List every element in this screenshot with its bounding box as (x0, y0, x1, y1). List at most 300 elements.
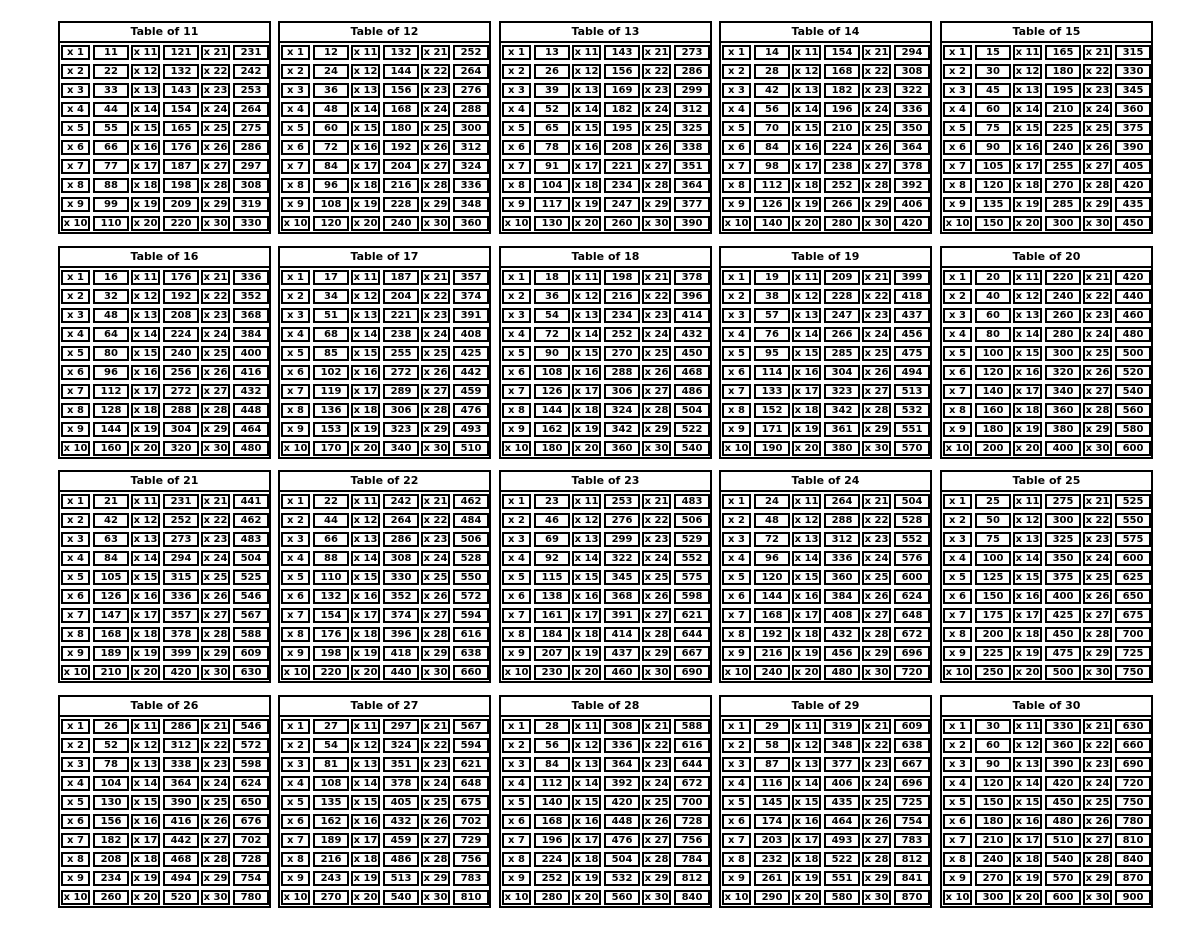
product-cell: 15 (975, 45, 1011, 60)
multiplier-cell: x 15 (351, 346, 380, 361)
multiplier-cell: x 16 (351, 814, 380, 829)
multiplier-cell: x 21 (421, 270, 450, 285)
product-cell: 476 (604, 833, 640, 848)
product-cell: 486 (383, 852, 419, 867)
multiplier-cell: x 16 (131, 814, 160, 829)
times-table-21 (58, 470, 271, 683)
multiplier-cell: x 1 (502, 45, 531, 60)
product-cell: 550 (453, 570, 489, 585)
product-cell: 100 (975, 551, 1011, 566)
times-table-29 (719, 695, 932, 908)
multiplier-cell: x 4 (502, 102, 531, 117)
multiplier-cell: x 29 (421, 871, 450, 886)
multiplier-cell: x 5 (281, 121, 310, 136)
product-cell: 504 (894, 494, 930, 509)
product-cell: 384 (233, 327, 269, 342)
product-cell: 396 (674, 289, 710, 304)
multiplier-cell: x 28 (642, 178, 671, 193)
times-table-17 (278, 246, 491, 459)
multiplier-cell: x 6 (61, 365, 90, 380)
product-cell: 147 (93, 608, 129, 623)
product-cell: 420 (604, 795, 640, 810)
multiplier-cell: x 8 (61, 178, 90, 193)
multiplier-cell: x 9 (722, 871, 751, 886)
multiplier-cell: x 10 (281, 665, 310, 680)
multiplier-cell: x 21 (862, 270, 891, 285)
product-cell: 39 (534, 83, 570, 98)
product-cell: 594 (453, 738, 489, 753)
multiplier-cell: x 14 (351, 776, 380, 791)
product-cell: 345 (1115, 83, 1151, 98)
product-cell: 224 (163, 327, 199, 342)
multiplier-cell: x 28 (201, 403, 230, 418)
product-cell: 275 (1045, 494, 1081, 509)
product-cell: 11 (93, 45, 129, 60)
product-cell: 156 (383, 83, 419, 98)
multiplier-cell: x 6 (722, 589, 751, 604)
product-cell: 308 (233, 178, 269, 193)
product-cell: 351 (383, 757, 419, 772)
product-cell: 728 (674, 814, 710, 829)
multiplier-cell: x 29 (642, 422, 671, 437)
product-cell: 34 (313, 289, 349, 304)
multiplier-cell: x 23 (421, 757, 450, 772)
table-title: Table of 21 (60, 472, 269, 492)
product-cell: 540 (383, 890, 419, 905)
multiplier-cell: x 22 (421, 289, 450, 304)
product-cell: 192 (383, 140, 419, 155)
product-cell: 667 (674, 646, 710, 661)
multiplier-cell: x 13 (572, 757, 601, 772)
product-cell: 231 (163, 494, 199, 509)
product-cell: 66 (313, 532, 349, 547)
product-cell: 494 (163, 871, 199, 886)
product-cell: 357 (163, 608, 199, 623)
product-cell: 261 (754, 871, 790, 886)
multiplier-cell: x 2 (943, 289, 972, 304)
multiplier-cell: x 18 (131, 852, 160, 867)
product-cell: 286 (233, 140, 269, 155)
product-cell: 756 (453, 852, 489, 867)
multiplier-cell: x 27 (201, 384, 230, 399)
product-cell: 648 (453, 776, 489, 791)
product-cell: 384 (824, 589, 860, 604)
product-cell: 750 (1115, 665, 1151, 680)
product-cell: 750 (1115, 795, 1151, 810)
product-cell: 65 (534, 121, 570, 136)
multiplier-cell: x 7 (943, 159, 972, 174)
product-cell: 319 (233, 197, 269, 212)
times-table-26 (58, 695, 271, 908)
multiplier-cell: x 13 (351, 532, 380, 547)
product-cell: 87 (754, 757, 790, 772)
product-cell: 299 (604, 532, 640, 547)
multiplier-cell: x 18 (1013, 178, 1042, 193)
product-cell: 216 (383, 178, 419, 193)
multiplier-cell: x 27 (862, 608, 891, 623)
multiplier-cell: x 10 (943, 216, 972, 231)
multiplier-cell: x 14 (1013, 327, 1042, 342)
product-cell: 160 (93, 441, 129, 456)
product-cell: 54 (313, 738, 349, 753)
multiplier-cell: x 29 (1083, 422, 1112, 437)
product-cell: 84 (313, 159, 349, 174)
multiplier-cell: x 15 (572, 570, 601, 585)
product-cell: 169 (604, 83, 640, 98)
multiplier-cell: x 20 (792, 890, 821, 905)
multiplier-cell: x 6 (722, 140, 751, 155)
times-table-30 (940, 695, 1153, 908)
product-cell: 220 (1045, 270, 1081, 285)
multiplier-cell: x 17 (572, 833, 601, 848)
product-cell: 120 (313, 216, 349, 231)
product-cell: 660 (1115, 738, 1151, 753)
multiplier-cell: x 4 (722, 551, 751, 566)
multiplier-cell: x 8 (61, 627, 90, 642)
multiplier-cell: x 16 (572, 365, 601, 380)
product-cell: 26 (93, 719, 129, 734)
multiplier-cell: x 14 (792, 776, 821, 791)
product-cell: 130 (534, 216, 570, 231)
product-cell: 390 (1115, 140, 1151, 155)
product-cell: 25 (975, 494, 1011, 509)
multiplier-cell: x 25 (642, 570, 671, 585)
product-cell: 442 (453, 365, 489, 380)
product-cell: 408 (824, 608, 860, 623)
product-cell: 300 (1045, 216, 1081, 231)
multiplier-cell: x 26 (201, 365, 230, 380)
product-cell: 784 (674, 852, 710, 867)
multiplier-cell: x 3 (943, 308, 972, 323)
product-cell: 546 (233, 719, 269, 734)
multiplier-cell: x 26 (421, 140, 450, 155)
product-cell: 551 (824, 871, 860, 886)
multiplier-cell: x 26 (421, 365, 450, 380)
multiplier-cell: x 3 (722, 532, 751, 547)
multiplier-cell: x 22 (421, 64, 450, 79)
product-cell: 184 (534, 627, 570, 642)
multiplier-cell: x 9 (281, 646, 310, 661)
multiplier-cell: x 1 (502, 719, 531, 734)
multiplier-cell: x 12 (572, 289, 601, 304)
product-cell: 418 (894, 289, 930, 304)
multiplier-cell: x 22 (1083, 289, 1112, 304)
multiplier-cell: x 15 (1013, 795, 1042, 810)
multiplier-cell: x 17 (572, 608, 601, 623)
product-cell: 576 (894, 551, 930, 566)
multiplier-cell: x 15 (351, 795, 380, 810)
multiplier-cell: x 20 (572, 216, 601, 231)
product-cell: 812 (894, 852, 930, 867)
product-cell: 405 (1115, 159, 1151, 174)
product-cell: 285 (824, 346, 860, 361)
product-cell: 150 (975, 589, 1011, 604)
product-cell: 120 (975, 365, 1011, 380)
multiplier-cell: x 26 (642, 589, 671, 604)
product-cell: 840 (1115, 852, 1151, 867)
multiplier-cell: x 28 (421, 403, 450, 418)
product-cell: 76 (754, 327, 790, 342)
product-cell: 90 (975, 140, 1011, 155)
multiplier-cell: x 21 (1083, 719, 1112, 734)
product-cell: 480 (1045, 814, 1081, 829)
multiplier-cell: x 8 (722, 627, 751, 642)
multiplier-cell: x 27 (1083, 159, 1112, 174)
times-table-22 (278, 470, 491, 683)
multiplier-cell: x 7 (722, 608, 751, 623)
product-cell: 165 (1045, 45, 1081, 60)
product-cell: 357 (453, 270, 489, 285)
multiplier-cell: x 17 (131, 384, 160, 399)
product-cell: 252 (453, 45, 489, 60)
product-cell: 552 (674, 551, 710, 566)
product-cell: 189 (93, 646, 129, 661)
multiplier-cell: x 6 (281, 365, 310, 380)
multiplier-cell: x 21 (421, 45, 450, 60)
product-cell: 728 (233, 852, 269, 867)
multiplier-cell: x 17 (351, 159, 380, 174)
multiplier-cell: x 17 (351, 608, 380, 623)
product-cell: 440 (383, 665, 419, 680)
multiplier-cell: x 26 (1083, 140, 1112, 155)
product-cell: 450 (1045, 627, 1081, 642)
multiplier-cell: x 29 (201, 422, 230, 437)
product-cell: 52 (534, 102, 570, 117)
product-cell: 69 (534, 532, 570, 547)
multiplier-cell: x 19 (792, 646, 821, 661)
multiplier-cell: x 20 (131, 665, 160, 680)
product-cell: 399 (163, 646, 199, 661)
product-cell: 260 (1045, 308, 1081, 323)
product-cell: 112 (534, 776, 570, 791)
product-cell: 84 (93, 551, 129, 566)
product-cell: 378 (894, 159, 930, 174)
product-cell: 525 (233, 570, 269, 585)
multiplier-cell: x 7 (502, 384, 531, 399)
product-cell: 672 (674, 776, 710, 791)
multiplier-cell: x 29 (421, 646, 450, 661)
multiplier-cell: x 8 (943, 852, 972, 867)
multiplier-cell: x 23 (642, 757, 671, 772)
multiplier-cell: x 27 (642, 384, 671, 399)
multiplier-cell: x 19 (792, 422, 821, 437)
product-cell: 180 (975, 422, 1011, 437)
multiplier-cell: x 24 (421, 551, 450, 566)
multiplier-cell: x 13 (572, 308, 601, 323)
multiplier-cell: x 19 (572, 646, 601, 661)
multiplier-cell: x 20 (1013, 441, 1042, 456)
multiplier-cell: x 28 (201, 178, 230, 193)
product-cell: 117 (534, 197, 570, 212)
product-cell: 126 (93, 589, 129, 604)
product-cell: 594 (453, 608, 489, 623)
multiplier-cell: x 9 (502, 646, 531, 661)
multiplier-cell: x 30 (642, 890, 671, 905)
product-cell: 253 (604, 494, 640, 509)
product-cell: 432 (824, 627, 860, 642)
multiplier-cell: x 11 (131, 494, 160, 509)
multiplier-cell: x 14 (131, 776, 160, 791)
product-cell: 210 (93, 665, 129, 680)
multiplier-cell: x 27 (421, 833, 450, 848)
multiplier-cell: x 14 (792, 102, 821, 117)
multiplier-cell: x 6 (722, 365, 751, 380)
product-cell: 240 (975, 852, 1011, 867)
multiplier-cell: x 19 (131, 871, 160, 886)
multiplier-cell: x 22 (642, 513, 671, 528)
product-cell: 400 (1045, 589, 1081, 604)
multiplier-cell: x 22 (862, 289, 891, 304)
product-cell: 88 (93, 178, 129, 193)
product-cell: 406 (894, 197, 930, 212)
multiplier-cell: x 10 (502, 216, 531, 231)
multiplier-cell: x 25 (1083, 346, 1112, 361)
multiplier-cell: x 19 (1013, 422, 1042, 437)
multiplier-cell: x 7 (281, 159, 310, 174)
product-cell: 23 (534, 494, 570, 509)
multiplier-cell: x 11 (1013, 45, 1042, 60)
product-cell: 162 (313, 814, 349, 829)
multiplier-cell: x 18 (572, 178, 601, 193)
multiplier-cell: x 21 (201, 45, 230, 60)
product-cell: 500 (1045, 665, 1081, 680)
product-cell: 132 (163, 64, 199, 79)
multiplier-cell: x 4 (943, 551, 972, 566)
multiplier-cell: x 30 (862, 441, 891, 456)
product-cell: 85 (313, 346, 349, 361)
multiplier-cell: x 7 (61, 159, 90, 174)
multiplier-cell: x 4 (281, 551, 310, 566)
product-cell: 198 (313, 646, 349, 661)
multiplier-cell: x 3 (722, 83, 751, 98)
product-cell: 64 (93, 327, 129, 342)
product-cell: 621 (674, 608, 710, 623)
multiplier-cell: x 8 (281, 627, 310, 642)
product-cell: 598 (674, 589, 710, 604)
multiplier-cell: x 3 (943, 83, 972, 98)
product-cell: 442 (163, 833, 199, 848)
multiplier-cell: x 12 (131, 64, 160, 79)
product-cell: 112 (754, 178, 790, 193)
multiplier-cell: x 12 (131, 289, 160, 304)
product-cell: 171 (754, 422, 790, 437)
product-cell: 72 (534, 327, 570, 342)
product-cell: 264 (824, 494, 860, 509)
multiplier-cell: x 23 (1083, 532, 1112, 547)
multiplier-cell: x 13 (131, 532, 160, 547)
multiplier-cell: x 17 (131, 833, 160, 848)
multiplier-cell: x 27 (201, 833, 230, 848)
product-cell: 120 (975, 178, 1011, 193)
multiplier-cell: x 29 (201, 197, 230, 212)
multiplier-cell: x 7 (61, 384, 90, 399)
multiplier-cell: x 10 (943, 441, 972, 456)
multiplier-cell: x 29 (642, 197, 671, 212)
multiplier-cell: x 1 (61, 270, 90, 285)
multiplier-cell: x 3 (281, 83, 310, 98)
product-cell: 580 (824, 890, 860, 905)
product-cell: 476 (453, 403, 489, 418)
multiplier-cell: x 10 (722, 216, 751, 231)
product-cell: 176 (163, 270, 199, 285)
product-cell: 700 (674, 795, 710, 810)
multiplier-cell: x 25 (201, 346, 230, 361)
multiplier-cell: x 20 (131, 441, 160, 456)
multiplier-cell: x 27 (201, 608, 230, 623)
multiplier-cell: x 3 (722, 757, 751, 772)
multiplier-cell: x 2 (722, 738, 751, 753)
product-cell: 240 (163, 346, 199, 361)
product-cell: 154 (824, 45, 860, 60)
product-cell: 432 (674, 327, 710, 342)
table-title: Table of 11 (60, 23, 269, 43)
product-cell: 210 (824, 121, 860, 136)
product-cell: 247 (824, 308, 860, 323)
product-cell: 630 (1115, 719, 1151, 734)
product-cell: 75 (975, 121, 1011, 136)
multiplier-cell: x 1 (502, 270, 531, 285)
product-cell: 150 (975, 795, 1011, 810)
multiplier-cell: x 20 (792, 216, 821, 231)
product-cell: 126 (754, 197, 790, 212)
product-cell: 378 (163, 627, 199, 642)
multiplier-cell: x 13 (131, 308, 160, 323)
multiplier-cell: x 24 (862, 551, 891, 566)
multiplier-cell: x 21 (642, 494, 671, 509)
multiplier-cell: x 23 (201, 757, 230, 772)
multiplier-cell: x 24 (201, 327, 230, 342)
multiplier-cell: x 11 (1013, 494, 1042, 509)
table-title: Table of 15 (942, 23, 1151, 43)
multiplier-cell: x 16 (572, 814, 601, 829)
product-cell: 168 (824, 64, 860, 79)
multiplier-cell: x 22 (642, 289, 671, 304)
multiplier-cell: x 10 (722, 890, 751, 905)
product-cell: 260 (604, 216, 640, 231)
table-title: Table of 28 (501, 697, 710, 717)
multiplier-cell: x 5 (943, 121, 972, 136)
multiplier-cell: x 14 (131, 327, 160, 342)
product-cell: 120 (754, 570, 790, 585)
product-cell: 420 (894, 216, 930, 231)
product-cell: 323 (383, 422, 419, 437)
multiplier-cell: x 17 (1013, 608, 1042, 623)
table-title: Table of 20 (942, 248, 1151, 268)
multiplier-cell: x 6 (502, 140, 531, 155)
multiplier-cell: x 26 (862, 814, 891, 829)
product-cell: 195 (1045, 83, 1081, 98)
multiplier-cell: x 26 (1083, 365, 1112, 380)
product-cell: 493 (824, 833, 860, 848)
multiplier-cell: x 19 (792, 197, 821, 212)
multiplier-cell: x 25 (642, 121, 671, 136)
product-cell: 285 (1045, 197, 1081, 212)
multiplier-cell: x 3 (943, 757, 972, 772)
multiplier-cell: x 8 (722, 178, 751, 193)
multiplier-cell: x 20 (1013, 665, 1042, 680)
multiplier-cell: x 18 (1013, 852, 1042, 867)
table-title: Table of 14 (721, 23, 930, 43)
product-cell: 560 (1115, 403, 1151, 418)
multiplier-cell: x 13 (572, 532, 601, 547)
multiplier-cell: x 12 (351, 64, 380, 79)
multiplier-cell: x 11 (1013, 270, 1042, 285)
product-cell: 840 (674, 890, 710, 905)
product-cell: 125 (975, 570, 1011, 585)
product-cell: 432 (233, 384, 269, 399)
product-cell: 552 (894, 532, 930, 547)
product-cell: 240 (383, 216, 419, 231)
